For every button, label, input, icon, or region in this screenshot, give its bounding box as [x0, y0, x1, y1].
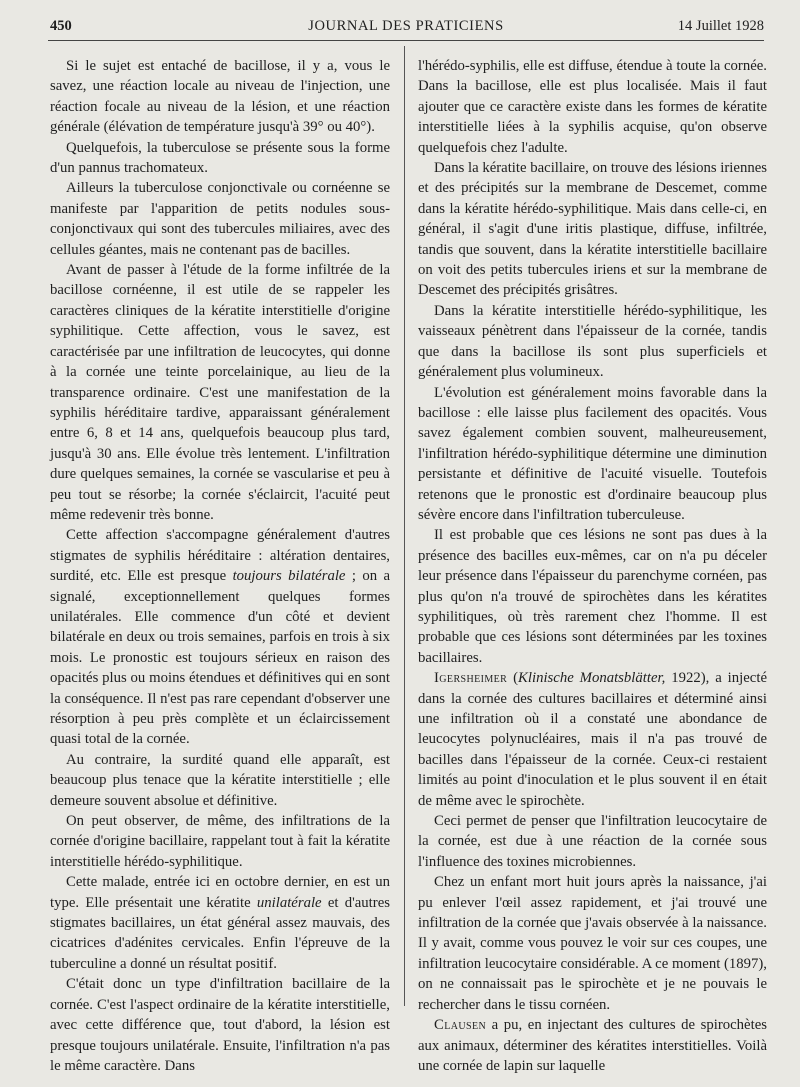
paragraph: Il est probable que ces lésions ne sont pas dues à la présence des bacilles eux-mêmes, car on n'a pu déceler leur présence dans l'épaisseur du parenchyme cornéen, pas plus qu'on n'a trouvé de spirochètes dans les kératites syphilitiques, où très rarement chez l'homme. Il est probable que ces lésions sont déterminées par les toxines bacillaires. — [418, 527, 767, 666]
paragraph: C'était donc un type d'infiltration bacillaire de la cornée. C'est l'aspect ordinaire de la kératite interstitielle, avec cette différence que, tout d'abord, la lésion est presque toujours unilatérale. Ensuite, l'infiltration n'a pas le même caractère. Dans — [50, 976, 390, 1074]
paragraph-text: ( — [507, 670, 519, 687]
paragraph-text: 1922), a injecté dans la cornée des cultures bacillaires et déterminé ainsi une infiltration où il a constaté une abondance de leucocytes polynucléaires, mais il n'a pas trouvé de bacilles dans l'épaisseur de la cornée. Ceux-ci restaient limités au point d'inoculation et le plus souvent il en était de même avec le spirochète. — [418, 670, 767, 809]
paragraph: l'hérédo-syphilis, elle est diffuse, étendue à toute la cornée. Dans la bacillose, elle est plus localisée. Mais il faut ajouter que ce caractère existe dans les formes de kératite interstitielle liées à la syphilis acquise, qu'on observe quelquefois chez l'adulte. — [418, 58, 767, 156]
author-name: Igersheimer — [434, 670, 508, 687]
issue-date: 14 Juillet 1928 — [677, 18, 764, 34]
author-name: Clausen — [434, 1017, 487, 1034]
paragraph-text: Cette malade, entrée ici en octobre dernier, en est un type. Elle présentait une kératite — [50, 874, 390, 911]
paragraph: L'évolution est généralement moins favorable dans la bacillose : elle laisse plus facilement des opacités. Vous savez également combien souvent, malheureusement, l'infiltration hérédo-syphilitique détermine une diminution persistante et définitive de l'acuité visuelle. Toutefois retenons que le pronostic est d'ordinaire beaucoup plus sévère encore dans l'infiltration tuberculeuse. — [418, 384, 767, 523]
paragraph: Au contraire, la surdité quand elle apparaît, est beaucoup plus tenace que la kératite interstitielle ; elle demeure souvent absolue et définitive. — [50, 751, 390, 809]
page-header — [48, 18, 764, 41]
paragraph: Quelquefois, la tuberculose se présente sous la forme d'un pannus trachomateux. — [50, 139, 390, 177]
paragraph-text: et d'autres stigmates bacillaires, un état général assez mauvais, des cicatrices d'adénites cervicales. Enfin l'épreuve de la tuberculine a donné un résultat positif. — [50, 894, 390, 972]
column-divider — [404, 46, 405, 1006]
paragraph: Si le sujet est entaché de bacillose, il y a, vous le savez, une réaction locale au niveau de l'injection, une réaction focale au niveau de la lésion, et une réaction générale (élévation de température jusqu'à 39° ou 40°). — [50, 58, 390, 136]
paragraph — [50, 525, 390, 749]
paragraph: Ailleurs la tuberculose conjonctivale ou cornéenne se manifeste par l'apparition de petits nodules sous-conjonctivaux qui sont des tubercules miliaires, avec des cellules géantes, mais ne contenant pas de bacilles. — [50, 180, 390, 258]
paragraph: Chez un enfant mort huit jours après la naissance, j'ai pu enlever l'œil assez rapidement, et j'ai trouvé une infiltration de la cornée que j'avais observée à la naissance. Il y avait, comme vous pouvez le voir sur ces coupes, une infiltration leucocytaire considérable. A ce moment (1897), on ne connaissait pas le spirochète et je ne pouvais le rechercher dans le tissu cornéen. — [418, 874, 767, 1013]
paragraph — [418, 668, 767, 811]
left-column — [50, 56, 390, 1076]
paragraph: Avant de passer à l'étude de la forme infiltrée de la bacillose cornéenne, il est utile de se rappeler les caractères cliniques de la kératite interstitielle d'origine syphilitique. Cette affection, vous le savez, est caractérisée par une infiltration de leucocytes, qui donne à la cornée une teinte porcelainique, au lieu de la transparence ordinaire. C'est une manifestation de la syphilis héréditaire tardive, apparaissant généralement entre 6, 8 et 14 ans, quelquefois beaucoup plus tard, jusqu'à 30 ans. Elle évolue très lentement. L'infiltration dure quelques semaines, la cornée se vascularise et peu à peu tout se résorbe; la cornée s'éclaircit, l'acuité peut même redevenir très bonne. — [50, 262, 390, 523]
paragraph — [50, 872, 390, 974]
journal-title: JOURNAL DES PRATICIENS — [308, 18, 504, 34]
paragraph-text: ; on a signalé, exceptionnellement quelques formes unilatérales. Elle commence d'un côté et devient bilatérale en deux ou trois semaines, parfois en trois à six mois. Le pronostic est toujours sérieux en raison des opacités plus ou moins étendues et définitives qui en sont la conséquence. Il n'est pas rare cependant d'observer une résorption à peu près complète et un éclaircissement quasi total de la cornée. — [50, 568, 390, 748]
paragraph-text: Cette affection s'accompagne généralement d'autres stigmates de syphilis héréditaire : altération dentaires, surdité, etc. Elle est presque — [50, 527, 390, 585]
paragraph: On peut observer, de même, des infiltrations de la cornée d'origine bacillaire, rappelant tout à fait la kératite interstitielle hérédo-syphilitique. — [50, 813, 390, 870]
paragraph: Dans la kératite bacillaire, on trouve des lésions iriennes et des précipités sur la membrane de Descemet, comme dans la kératite hérédo-syphilitique. Mais dans celle-ci, en général, il s'agit d'une iritis plastique, diffuse, infiltrée, tandis que souvent, dans la kératite interstitielle bacillaire on voit des petits tubercules iriens et sur la membrane de Descemet des précipités grisâtres. — [418, 160, 767, 299]
page-number: 450 — [50, 18, 72, 34]
paragraph: Dans la kératite interstitielle hérédo-syphilitique, les vaisseaux pénètrent dans l'épaisseur de la cornée, tandis que dans la bacillose ils sont plus superficiels et généralement plus volumineux. — [418, 302, 767, 381]
paragraph: Ceci permet de penser que l'infiltration leucocytaire de la cornée, est due à une réaction de la cornée sous l'influence des toxines microbiennes. — [418, 813, 767, 870]
paragraph-text: a pu, en injectant des cultures de spirochètes aux animaux, déterminer des kératites interstitielles. Voilà une cornée de lapin sur laquelle — [418, 1017, 767, 1074]
paragraph — [418, 1015, 767, 1076]
emphasis-text: toujours bilatérale — [232, 568, 346, 585]
citation-title: Klinische Monatsblätter, — [518, 670, 666, 687]
right-column — [418, 56, 767, 1076]
emphasis-text: unilatérale — [256, 894, 322, 911]
